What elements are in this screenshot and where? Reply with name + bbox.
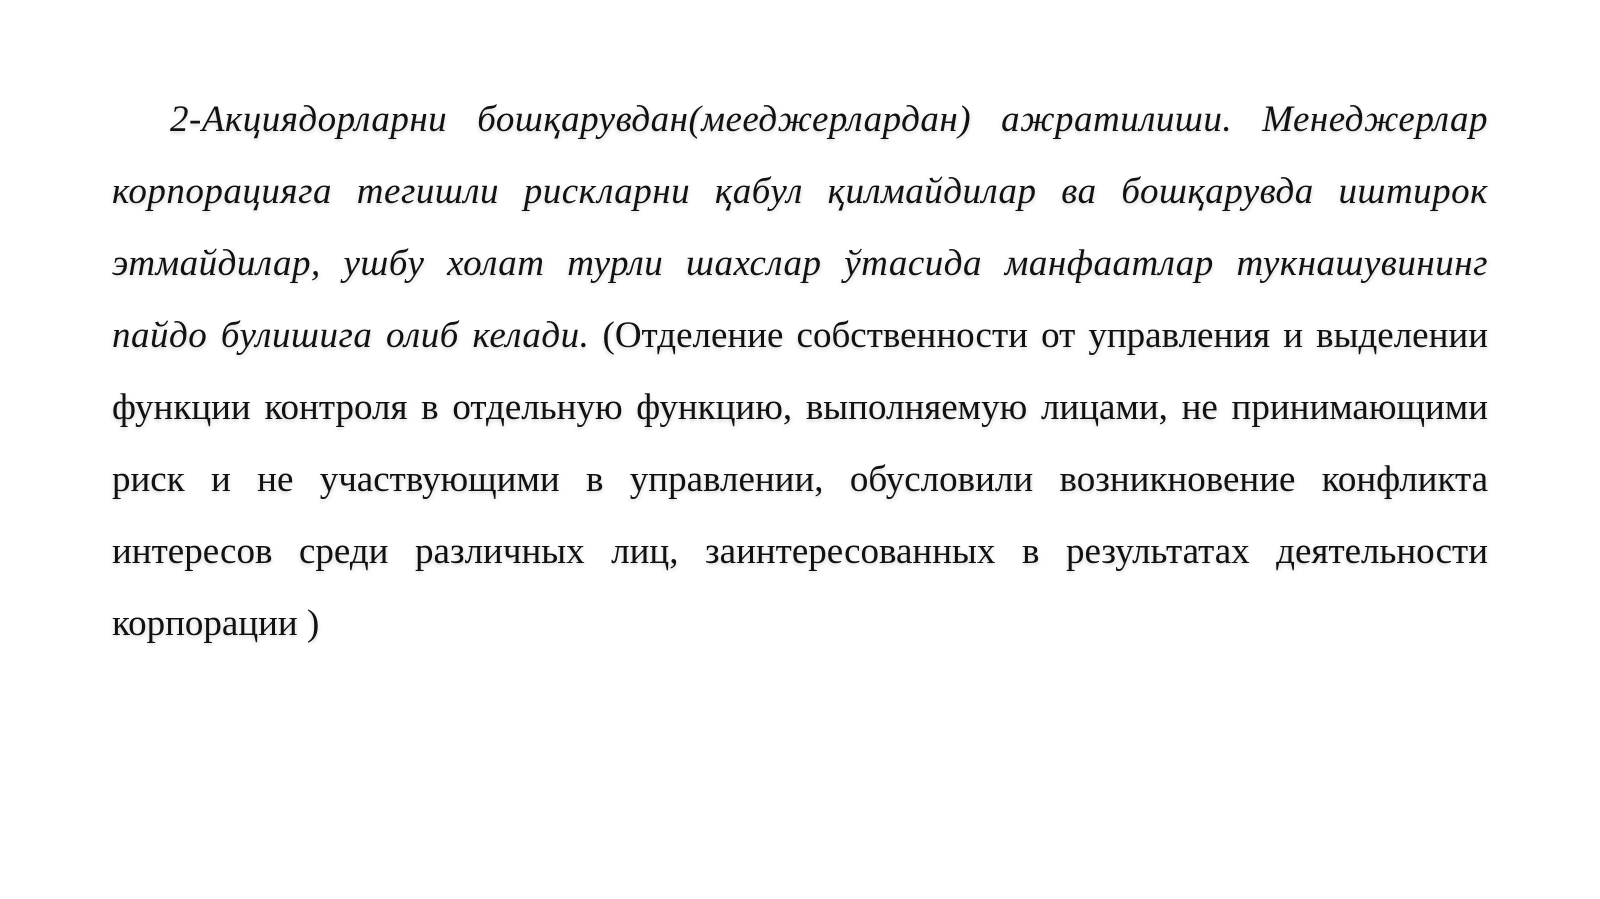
uzbek-italic-text: 2-Акциядорларни бошқарувдан(мееджерлардан) ажратилиши. Менеджерлар корпорацияга тегишли рискларни қабул қилмайдилар ва бошқарувда иштирок этмайдилар, ушбу холат турли шахслар ўтасида манфаатлар тукнашувининг пайдо булишига олиб келади.: [112, 99, 1488, 356]
body-paragraph: [112, 84, 1488, 660]
russian-normal-text: (Отделение собственности от управления и выделении функции контроля в отдельную функцию, выполняемую лицами, не принимающими риск и не участвующими в управлении, обусловили возникновение конфликта интересов среди различных лиц, заинтересованных в результатах деятельности корпорации ): [112, 315, 1488, 644]
